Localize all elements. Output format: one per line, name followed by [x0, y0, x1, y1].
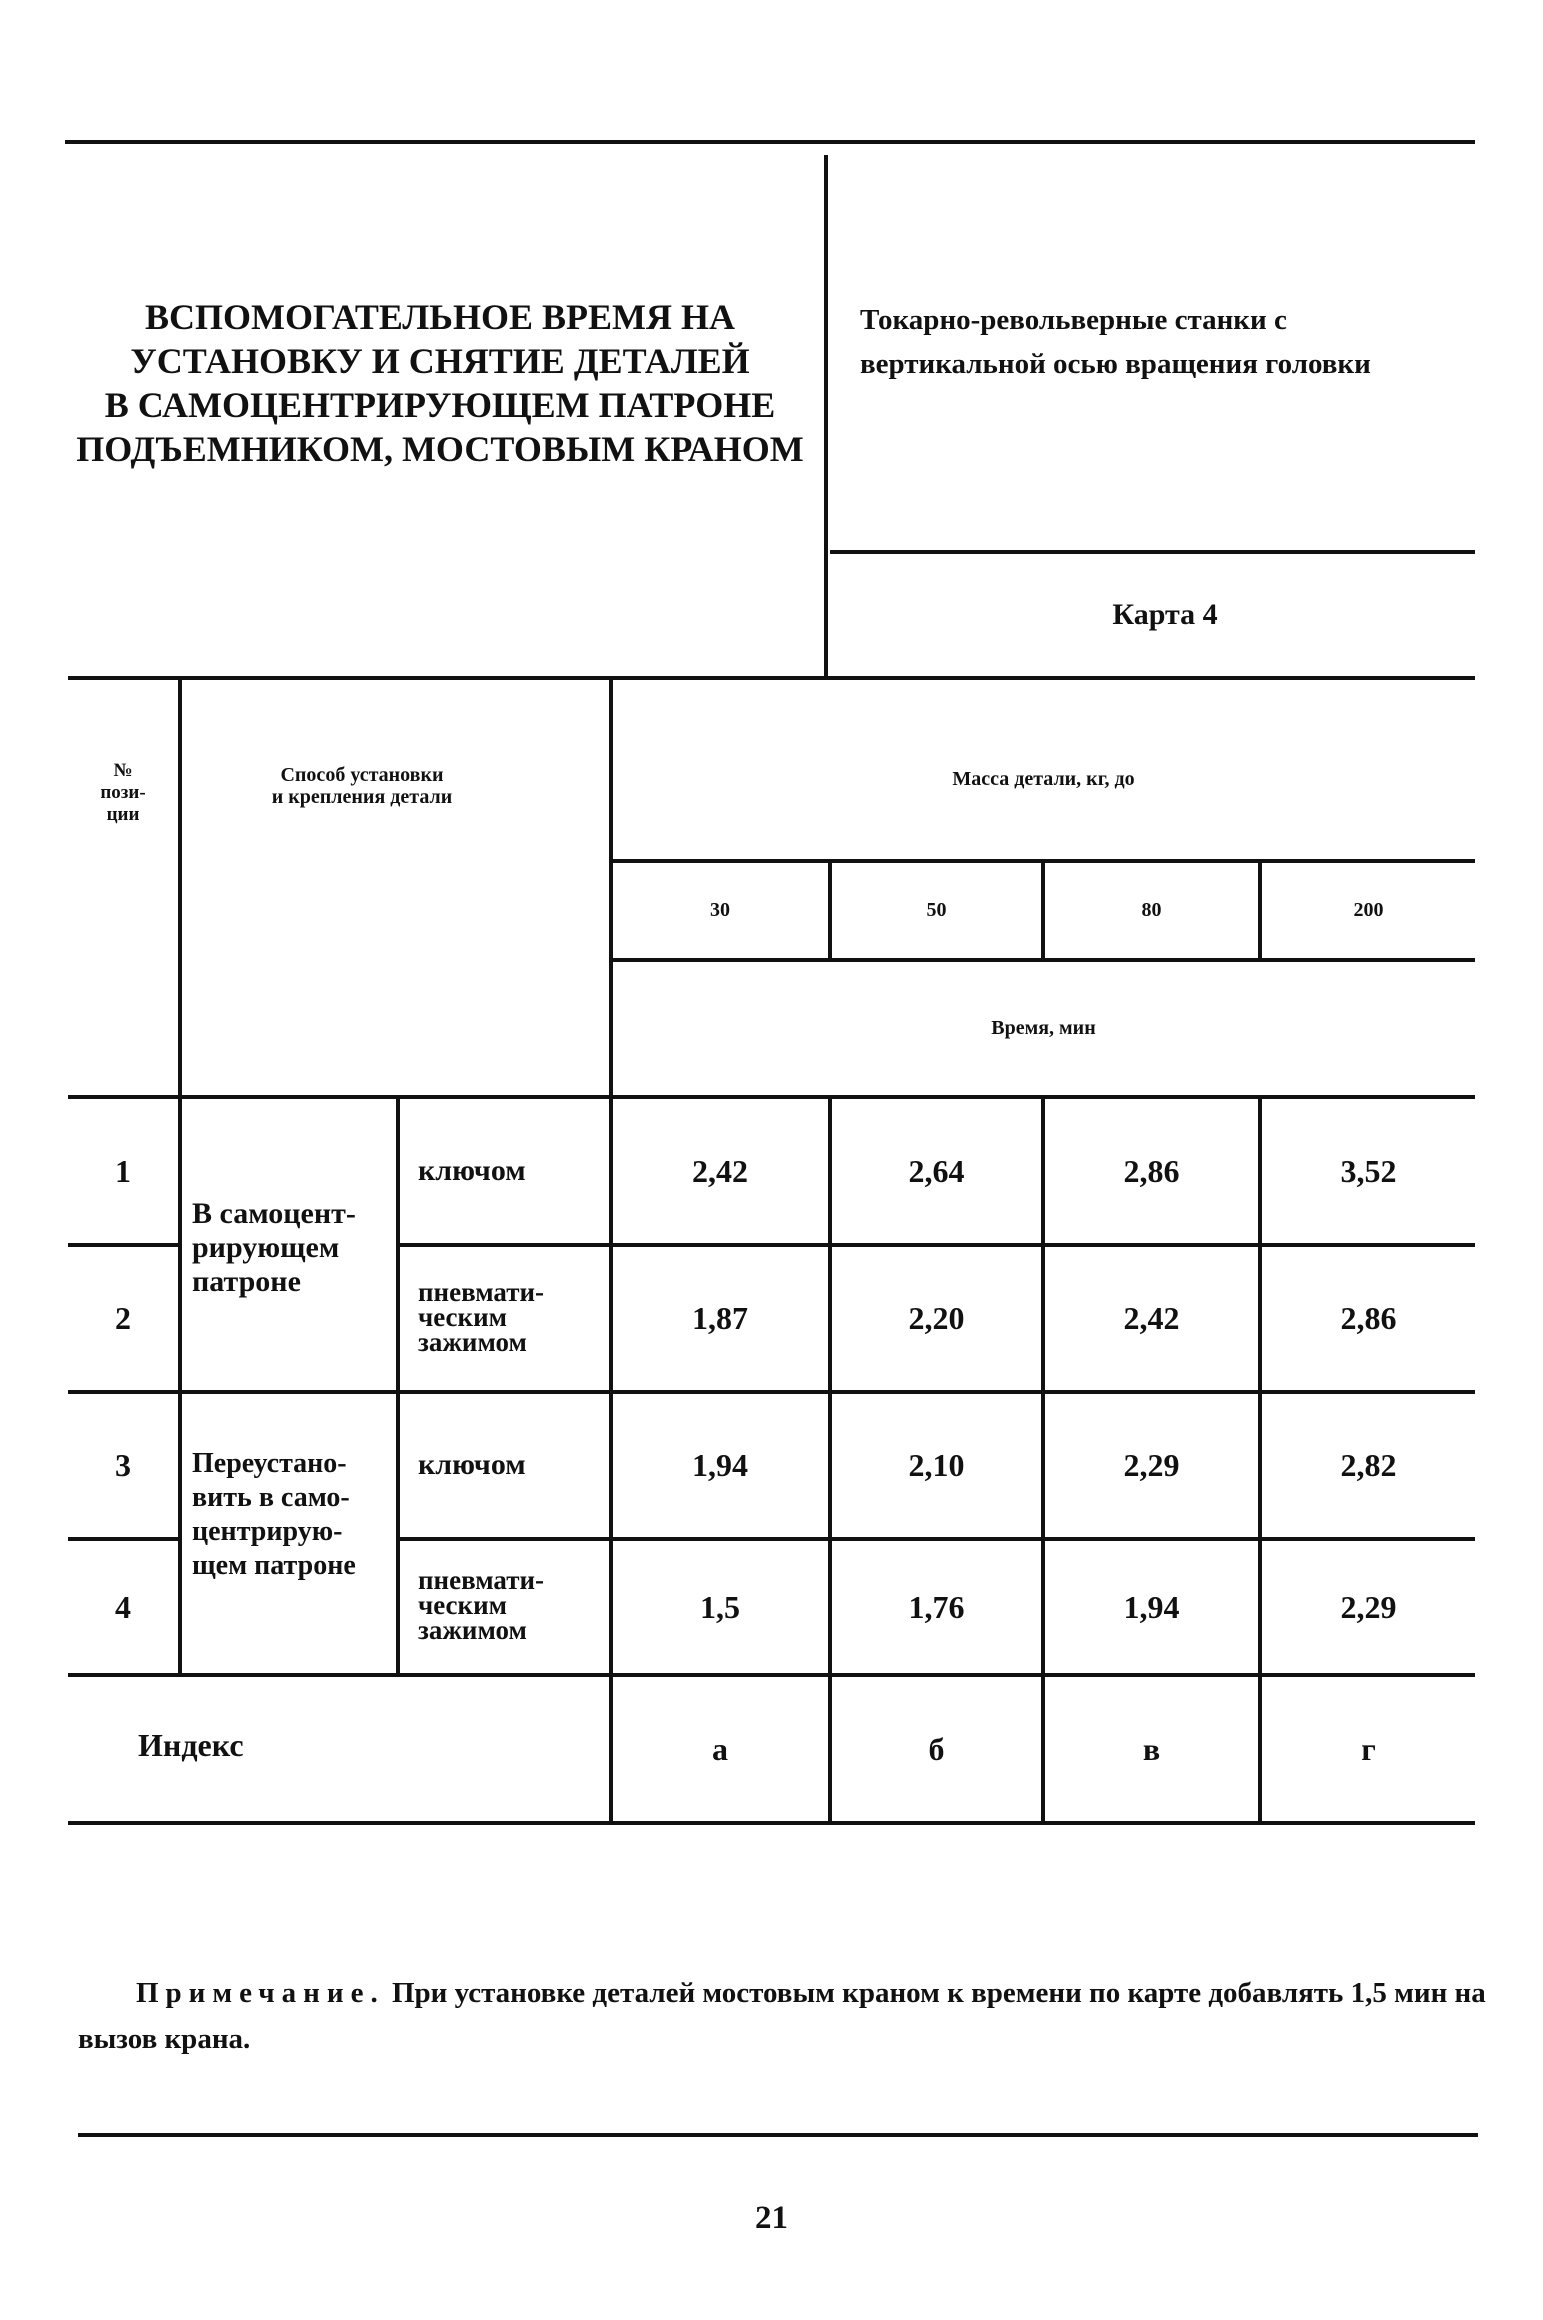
time-value: 2,86: [1123, 1152, 1180, 1189]
note-text: При установке деталей мостовым краном к времени по карте добавлять 1,5 мин на вызов крана.: [78, 1977, 1486, 2055]
time-header: Время, мин: [991, 1017, 1096, 1039]
clamp-type: [418, 1448, 608, 1481]
method-line: Переустано-: [192, 1448, 347, 1479]
clamp-line: зажимом: [418, 1615, 527, 1645]
method-header: [182, 764, 542, 808]
method-line: патроне: [192, 1265, 301, 1298]
time-value: 2,42: [692, 1152, 748, 1189]
time-value: 3,52: [1340, 1152, 1397, 1189]
title-line: УСТАНОВКУ И СНЯТИЕ ДЕТАЛЕЙ: [130, 341, 750, 381]
time-value: 2,29: [1123, 1447, 1180, 1483]
time-value: 1,76: [908, 1588, 965, 1625]
machine-type: [860, 298, 1500, 386]
method-header-line: и крепления детали: [271, 786, 453, 808]
index-value: б: [928, 1730, 945, 1767]
method-line: В самоцент-: [192, 1197, 356, 1230]
clamp-type: [418, 1154, 608, 1187]
time-value: 1,87: [692, 1300, 748, 1336]
position-header: [68, 760, 178, 826]
top-rule: [65, 140, 1475, 144]
subtitle-line: вертикальной осью вращения головки: [860, 348, 1371, 380]
note-label: Примечание.: [136, 1977, 385, 2009]
time-value: 2,10: [908, 1447, 965, 1483]
clamp-line: пневмати-: [418, 1277, 545, 1307]
method-line: щем патроне: [192, 1550, 356, 1581]
clamp-line: ческим: [418, 1302, 508, 1332]
row-number: 3: [115, 1447, 131, 1483]
time-value: 1,94: [692, 1447, 748, 1483]
index-label: Индекс: [138, 1727, 244, 1763]
card-number: Карта 4: [1112, 598, 1218, 631]
method-label: [192, 1197, 397, 1299]
header-divider: [824, 155, 828, 678]
mass-value: 50: [926, 898, 947, 921]
mass-header: Масса детали, кг, до: [952, 768, 1135, 790]
row-number: 4: [115, 1588, 131, 1625]
method-label: [192, 1447, 397, 1583]
col-num-divider: [178, 676, 182, 1673]
position-header-line: №: [113, 760, 133, 781]
position-header-line: ции: [106, 804, 140, 825]
title-line: ВСПОМОГАТЕЛЬНОЕ ВРЕМЯ НА: [145, 297, 735, 337]
clamp-type: [418, 1277, 608, 1357]
subtitle-line: Токарно-револьверные станки с: [860, 304, 1287, 336]
clamp-line: пневмати-: [418, 1565, 545, 1595]
time-value: 2,42: [1123, 1300, 1180, 1336]
clamp-line: ключом: [418, 1154, 526, 1187]
page-number: 21: [755, 2200, 788, 2236]
time-value: 2,82: [1340, 1447, 1397, 1483]
footer-rule: [78, 2133, 1478, 2137]
index-value: в: [1142, 1730, 1161, 1767]
clamp-line: ческим: [418, 1590, 508, 1620]
time-value: 2,20: [908, 1300, 965, 1336]
card-rule: [830, 550, 1475, 554]
clamp-type: [418, 1565, 608, 1645]
time-value: 1,5: [700, 1588, 740, 1625]
clamp-line: зажимом: [418, 1327, 527, 1357]
mass-value: 80: [1141, 898, 1162, 921]
col-sub-divider: [396, 1095, 400, 1673]
method-line: вить в само-: [192, 1482, 350, 1513]
index-value: а: [712, 1730, 728, 1767]
method-header-line: Способ установки: [280, 764, 444, 786]
page-title: [60, 295, 820, 471]
time-value: 2,86: [1340, 1300, 1397, 1336]
mass-value: 200: [1353, 898, 1384, 921]
table-top-rule: [68, 676, 1475, 680]
title-line: ПОДЪЕМНИКОМ, МОСТОВЫМ КРАНОМ: [76, 429, 804, 469]
position-header-line: пози-: [100, 782, 146, 803]
table-bottom-rule: [68, 1821, 1475, 1825]
time-value: 2,64: [908, 1152, 965, 1189]
time-value: 1,94: [1123, 1588, 1180, 1625]
index-value: г: [1361, 1730, 1376, 1767]
method-line: рирующем: [192, 1231, 340, 1264]
title-line: В САМОЦЕНТРИРУЮЩЕМ ПАТРОНЕ: [104, 385, 776, 425]
row-number: 1: [115, 1152, 131, 1189]
time-value: 2,29: [1340, 1588, 1397, 1625]
method-line: центрирую-: [192, 1516, 343, 1547]
clamp-line: ключом: [418, 1448, 526, 1481]
row-number: 2: [115, 1300, 131, 1336]
note: [78, 1970, 1488, 2062]
mass-value: 30: [710, 898, 730, 921]
